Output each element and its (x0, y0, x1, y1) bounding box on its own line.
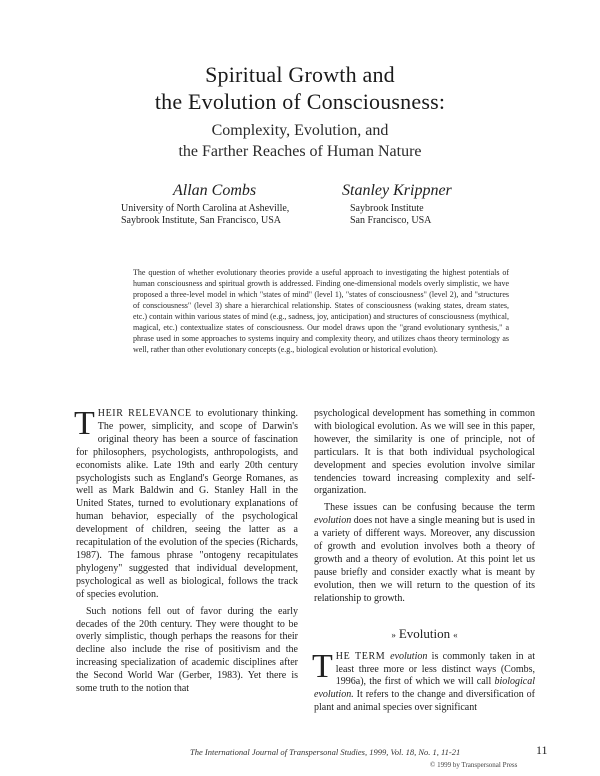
drop-cap: T (74, 405, 95, 442)
author-affiliation: San Francisco, USA (350, 215, 432, 226)
paragraph-text: does not have a single meaning but is used in a variety of different ways. Moreover, any discussion of growth and evolution involves both a theory of growth and a theory of evolution. At this point let us pause briefly and consider exactly what is meant by evolution, then we will return to the question of its relationship to growth. (314, 515, 535, 604)
ornament-right-icon: « (453, 629, 458, 640)
paragraph-text: It refers to the change and diversification of plant and animal species over significant (314, 689, 535, 714)
author-affiliation: Saybrook Institute (350, 203, 424, 214)
body-paragraph: Such notions fell out of favor during the early decades of the 20th century. They were thought to be overly simplistic, though perhaps the reasons for their decline also include the rise of positivism and the increasing specialization of academic disciplines after the Second World War (Gerber, 1983). Yet there is some truth to the notion that (76, 605, 298, 695)
section-heading (314, 626, 535, 643)
journal-citation: The International Journal of Transpersonal Studies, 1999, Vol. 18, No. 1, 11-21 (190, 747, 461, 757)
body-paragraph (312, 647, 536, 716)
author-affiliation: Saybrook Institute, San Francisco, USA (121, 215, 281, 226)
body-column-right (314, 408, 535, 715)
paragraph-text: is commonly taken in at least three more or less distinct ways (Combs, 1996a), the first of which we will call (335, 650, 536, 688)
drop-cap: T (312, 647, 333, 685)
author-name: Allan Combs (173, 182, 257, 199)
subtitle-line-2: the Farther Reaches of Human Nature (178, 143, 422, 160)
title-line-2: the Evolution of Consciousness: (154, 89, 446, 114)
author-block-krippner (334, 181, 452, 227)
paragraph-text: to evolutionary thinking. The power, simplicity, and scope of Darwin's original theory has been a source of fascination for philosophers, psychologists, anthropologists, and economists alike. Late 19th and early 20th century psychologists such as England's George Romanes, as well as Mark Baldwin and G. Stanley Hall in the United States, turned to evolutionary explanations of human behavior, especially of the psychological development of children, seeing the latter as a recapitulation of the evolution of the species (Richards, 1987). The famous phrase "ontogeny recapitulates phylogeny" suggested that individual development, psychological as well as biological, follows the track of species evolution. (76, 408, 299, 600)
author-name: Stanley Krippner (342, 182, 452, 199)
subtitle-line-1: Complexity, Evolution, and (211, 122, 389, 139)
copyright-notice: © 1999 by Transpersonal Press (430, 761, 518, 769)
author-block-combs (121, 181, 289, 227)
paragraph-text: These issues can be confusing because the term (324, 502, 535, 514)
lead-in: HE TERM (335, 650, 391, 662)
title-line-1: Spiritual Growth and (205, 62, 395, 87)
body-paragraph: psychological development has something in common with biological evolution. As we will see in this paper, however, the similarity is one of principle, not of particulars. It is that both individual psychological development and species evolution involve similar tendencies toward increasing complexity and self-organization. (314, 408, 535, 497)
italic-term: evolution (390, 650, 428, 662)
author-affiliation: University of North Carolina at Asheville, (121, 203, 290, 214)
section-title: Evolution (398, 625, 451, 641)
lead-in: HEIR RELEVANCE (97, 408, 192, 419)
body-column-left (74, 405, 299, 696)
abstract: The question of whether evolutionary theories provide a useful approach to investigating the highest potentials of human consciousness and spiritual growth is addressed. Finding one-dimensional models overly simplistic, we have proposed a three-level model in which "states of mind" (level 1), "states of consciousness" (level 2), and "structures of consciousness" (level 3) share a hierarchical relationship. States of consciousness (waking states, dream states, etc.) contain within various states of mind (e.g., sadness, joy, anticipation) and structures of consciousness (mythical, magical, etc.) contextualize states of consciousness. Our model draws upon the "grand evolutionary synthesis," a phrase used in some approaches to systems inquiry and complexity theory, and utilizes chaos theory terminology as well, rather than other evolutionary concepts (e.g., biological evolution or historical evolution). (133, 268, 509, 354)
italic-term: biological evolution. (314, 676, 535, 701)
page-number: 11 (536, 743, 548, 757)
body-paragraph (314, 502, 535, 605)
ornament-left-icon: » (391, 629, 396, 640)
italic-term: evolution (314, 515, 352, 527)
body-paragraph (74, 405, 299, 602)
